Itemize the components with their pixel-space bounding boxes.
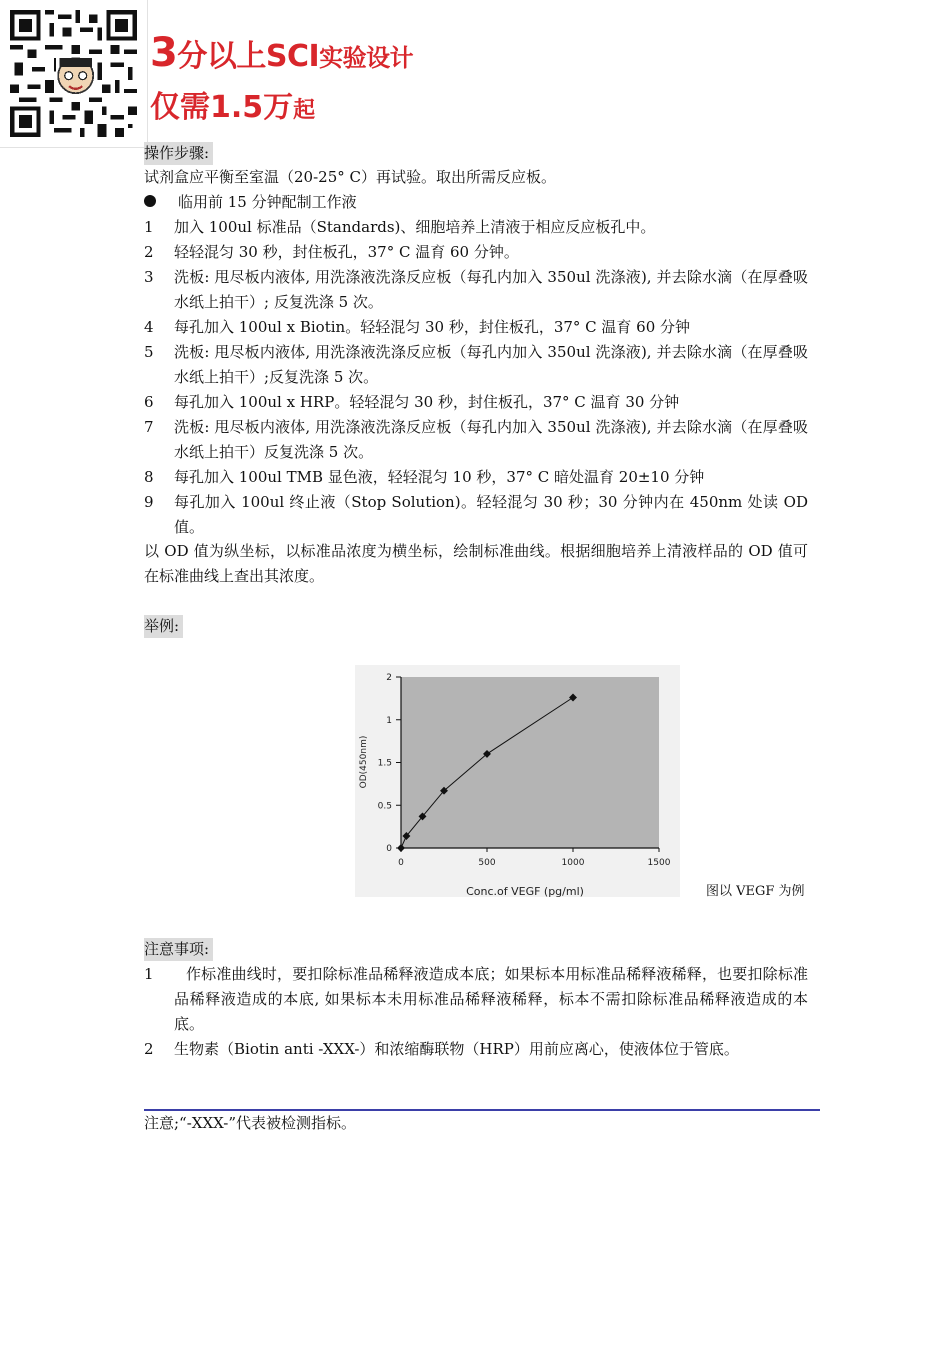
y-tick-label: 2 (386, 673, 392, 683)
ad-number: 3 (150, 30, 178, 76)
prep-bullet-text: 临用前 15 分钟配制工作液 (178, 193, 357, 211)
procedure-closing: 以 OD 值为纵坐标，以标准品浓度为横坐标，绘制标准曲线。根据细胞培养上清液样品的 OD 值可在标准曲线上查出其浓度。 (144, 542, 808, 585)
x-tick-label: 1000 (561, 858, 585, 868)
standard-curve-chart (355, 665, 680, 897)
y-tick-label: 0.5 (377, 801, 392, 812)
x-tick-label: 1500 (647, 858, 671, 868)
note-item (144, 962, 808, 1037)
step-number: 4 (144, 318, 154, 336)
x-tick-label: 500 (478, 858, 496, 868)
note-item (144, 1037, 808, 1062)
y-tick-label: 0 (386, 844, 392, 854)
ad-design-text: 实验设计 (319, 44, 414, 72)
procedure-heading (144, 141, 808, 166)
notes-heading (144, 937, 808, 962)
step-text: 洗板: 甩尽板内液体, 用洗涤液洗涤反应板（每孔内加入 350ul 洗涤液), 并去除水滴（在厚叠吸水纸上拍干）反复洗涤 5 次。 (174, 418, 808, 461)
step-number: 9 (144, 493, 154, 511)
step-number: 2 (144, 243, 154, 261)
step-text: 每孔加入 100ul x HRP。轻轻混匀 30 秒，封住板孔，37° C 温育 30 分钟 (174, 393, 680, 411)
step-text: 每孔加入 100ul TMB 显色液，轻轻混匀 10 秒，37° C 暗处温育 20±10 分钟 (174, 468, 705, 486)
procedure-step (144, 215, 808, 240)
step-number: 6 (144, 393, 154, 411)
qr-code-icon[interactable] (10, 10, 137, 137)
step-text: 每孔加入 100ul x Biotin。轻轻混匀 30 秒，封住板孔，37° C 温育 60 分钟 (174, 318, 691, 336)
step-number: 5 (144, 343, 154, 361)
step-text: 洗板: 甩尽板内液体, 用洗涤液洗涤反应板（每孔内加入 350ul 洗涤液), 并去除水滴（在厚叠吸水纸上拍干）; 反复洗涤 5 次。 (174, 268, 808, 311)
procedure-step (144, 465, 808, 490)
notes-label: 注意事项: (144, 938, 213, 961)
example-heading (144, 614, 808, 639)
step-number: 1 (144, 218, 154, 236)
ad-sci-text: 分以上SCI (177, 39, 320, 74)
procedure-step (144, 415, 808, 465)
procedure-label: 操作步骤: (144, 142, 213, 165)
standard-curve-svg (355, 665, 680, 897)
y-tick-label: 1 (386, 715, 392, 726)
procedure-step (144, 490, 808, 540)
procedure-step (144, 265, 808, 315)
note-number: 2 (144, 1040, 154, 1058)
step-number: 8 (144, 468, 154, 486)
step-text: 每孔加入 100ul 终止液（Stop Solution)。轻轻混匀 30 秒；30 分钟内在 450nm 处读 OD 值。 (174, 493, 808, 536)
x-tick-label: 0 (398, 858, 404, 868)
x-axis-label: Conc.of VEGF (pg/ml) (466, 885, 584, 897)
step-text: 轻轻混匀 30 秒，封住板孔，37° C 温育 60 分钟。 (174, 243, 519, 261)
procedure-intro: 试剂盒应平衡至室温（20-25° C）再试验。取出所需反应板。 (144, 168, 556, 186)
step-text: 洗板: 甩尽板内液体, 用洗涤液洗涤反应板（每孔内加入 350ul 洗涤液), 并去除水滴（在厚叠吸水纸上拍干）;反复洗涤 5 次。 (174, 343, 808, 386)
plot-area (401, 677, 659, 848)
note-text: 作标准曲线时，要扣除标准品稀释液造成本底；如果标本用标准品稀释液稀释，也要扣除标准品稀释液造成的本底, 如果标本未用标准品稀释液稀释，标本不需扣除标准品稀释液造成的本底。 (174, 965, 808, 1033)
bullet-dot-icon (144, 195, 156, 207)
ad-headline-1[interactable] (150, 30, 413, 76)
step-number: 3 (144, 268, 154, 286)
procedure-step (144, 390, 808, 415)
y-tick-label: 1.5 (377, 758, 392, 769)
y-axis-label: OD(450nm) (359, 735, 369, 789)
footnote: 注意;“-XXX-”代表被检测指标。 (144, 1114, 357, 1132)
prep-bullet (144, 190, 357, 215)
ad-price-suffix: 起 (293, 98, 316, 123)
chart-caption: 图以 VEGF 为例 (706, 884, 805, 899)
step-number: 7 (144, 418, 154, 436)
example-label: 举例: (144, 615, 183, 638)
procedure-step (144, 240, 808, 265)
note-number: 1 (144, 965, 154, 983)
ad-price-text: 仅需1.5万 (150, 90, 294, 125)
step-text: 加入 100ul 标准品（Standards)、细胞培养上清液于相应反应板孔中。 (174, 218, 656, 236)
ad-headline-2[interactable] (150, 82, 315, 126)
procedure-step (144, 340, 808, 390)
procedure-step (144, 315, 808, 340)
note-text: 生物素（Biotin anti -XXX-）和浓缩酶联物（HRP）用前应离心，使液体位于管底。 (174, 1040, 739, 1058)
